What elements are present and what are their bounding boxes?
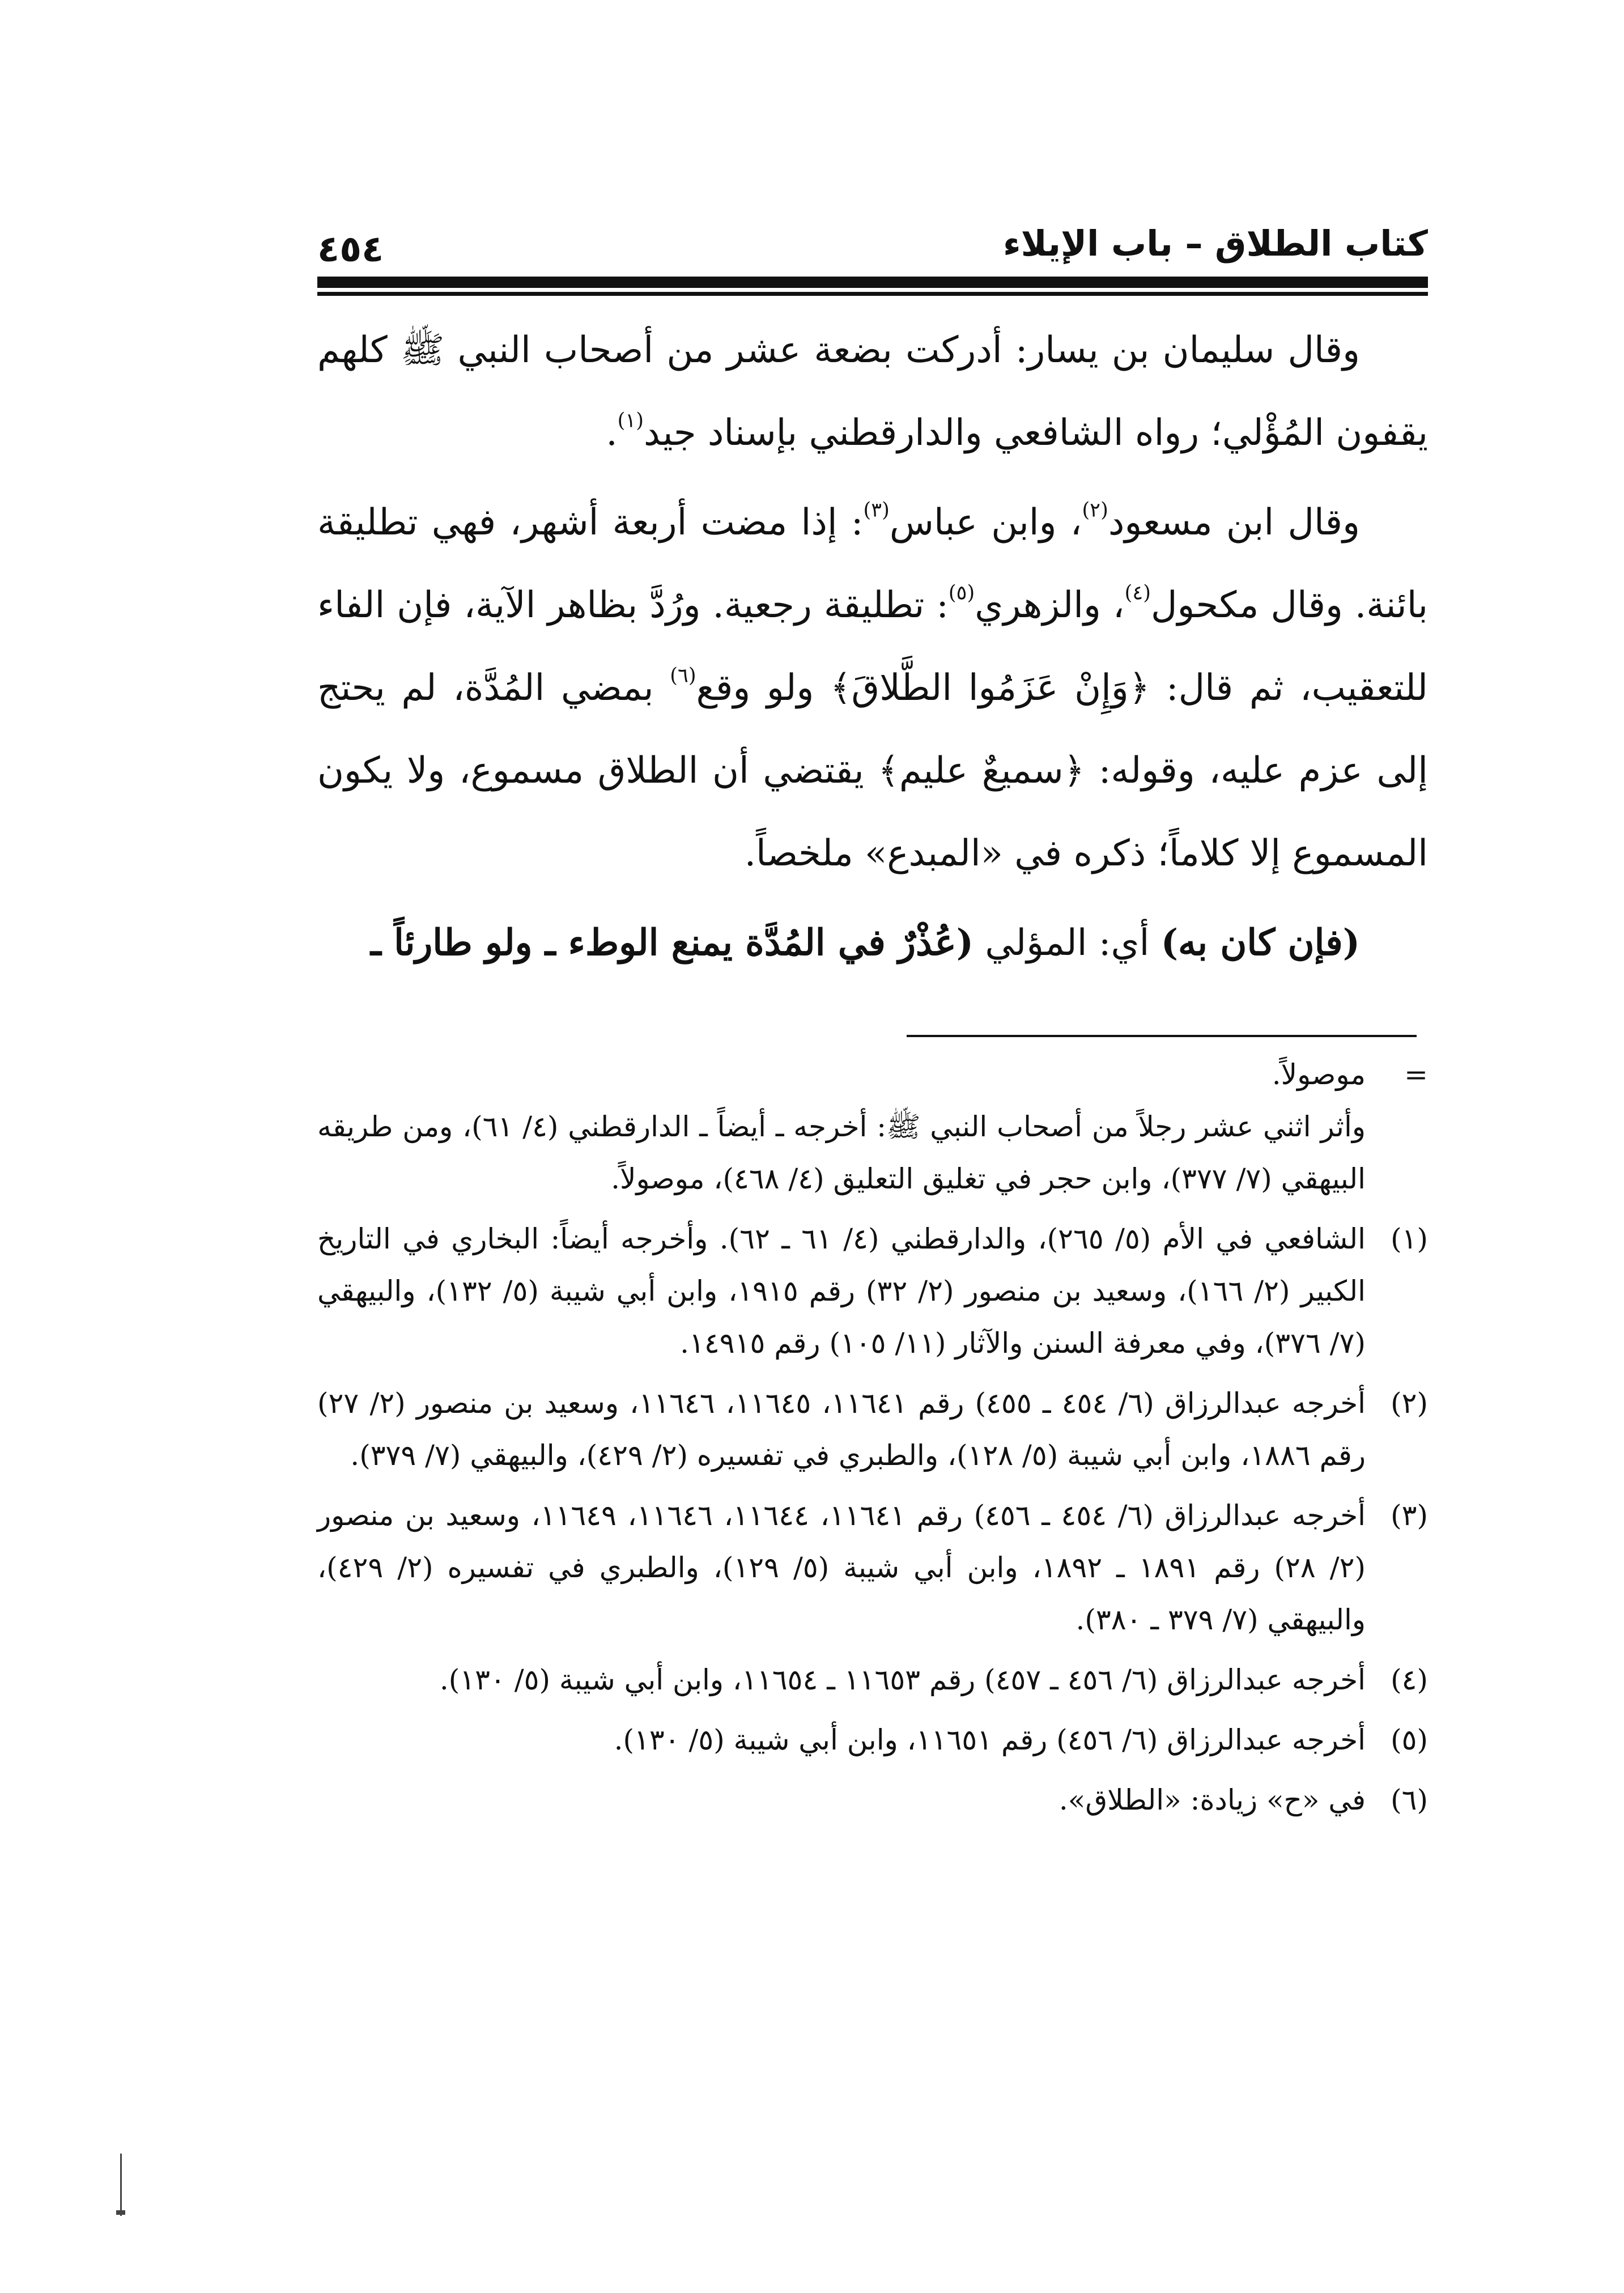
footnote-number: (٢)	[1391, 1387, 1428, 1420]
footnote-separator	[907, 1035, 1417, 1037]
footnote-item	[317, 1213, 1428, 1369]
continuation-text-2: وأثر اثني عشر رجلاً من أصحاب النبي ﷺ: أخرجه ـ أيضاً ـ الدارقطني (٤/ ٦١)، ومن طريقه البيهقي (٧/ ٣٧٧)، وابن حجر في تغليق التعليق (٤/ ٤٦٨)، موصولاً.	[317, 1110, 1366, 1195]
footnote-number: (٤)	[1391, 1663, 1428, 1696]
header-rule-thick	[317, 277, 1428, 288]
footnote-ref-6: (٦)	[670, 664, 696, 687]
scan-margin-mark	[120, 2154, 122, 2216]
paragraph-1-text: وقال سليمان بن يسار: أدركت بضعة عشر من أصحاب النبي ﷺ كلهم يقفون المُؤْلي؛ رواه الشافعي والدارقطني بإسناد جيد	[317, 329, 1428, 454]
paragraph-3-text: أي: المؤلي	[973, 922, 1161, 964]
main-text	[317, 309, 1428, 984]
footnote-text: في «ح» زيادة: «الطلاق».	[1058, 1784, 1366, 1816]
footnote-text: أخرجه عبدالرزاق (٦/ ٤٥٦ ـ ٤٥٧) رقم ١١٦٥٣ ـ ١١٦٥٤، وابن أبي شيبة (٥/ ١٣٠).	[439, 1663, 1366, 1696]
footnote-item	[317, 1377, 1428, 1481]
footnote-ref-4: (٤)	[1124, 581, 1151, 605]
paragraph-3-matn-b: (عُذْرٌ في المُدَّة يمنع الوطء ـ ولو طارئاً ـ	[371, 922, 974, 964]
footnote-number: (٦)	[1391, 1784, 1428, 1816]
page-header	[317, 210, 1428, 272]
paragraph-3	[317, 902, 1428, 984]
footnote-continuation	[317, 1048, 1428, 1101]
paragraph-2-text-b: ، وابن عباس	[889, 502, 1082, 543]
footnote-item	[317, 1654, 1428, 1706]
footnote-item	[317, 1489, 1428, 1646]
footnote-number: (٣)	[1391, 1499, 1428, 1532]
footnote-item	[317, 1714, 1428, 1766]
footnote-ref-3: (٣)	[863, 498, 890, 522]
footnote-text: أخرجه عبدالرزاق (٦/ ٤٥٤ ـ ٤٥٦) رقم ١١٦٤١، ١١٦٤٤، ١١٦٤٦، ١١٦٤٩، وسعيد بن منصور (٢/ ٢٨) رقم ١٨٩١ ـ ١٨٩٢، وابن أبي شيبة (٥/ ١٢٩)، والطبري في تفسيره (٢/ ٤٢٩)، والبيهقي (٧/ ٣٧٩ ـ ٣٨٠).	[317, 1499, 1366, 1636]
paragraph-2-text-d: ، والزهري	[975, 584, 1125, 626]
continuation-mark: =	[1404, 1058, 1428, 1091]
footnote-text: أخرجه عبدالرزاق (٦/ ٤٥٦) رقم ١١٦٥١، وابن أبي شيبة (٥/ ١٣٠).	[614, 1723, 1366, 1756]
footnote-ref-1: (١)	[617, 409, 644, 432]
footnote-number: (٥)	[1391, 1723, 1428, 1756]
paragraph-1-end: .	[606, 412, 618, 454]
paragraph-2-text-a: وقال ابن مسعود	[1108, 502, 1361, 543]
paragraph-3-matn-a: (فإن كان به)	[1160, 922, 1360, 964]
scan-margin-mark-foot	[116, 2210, 125, 2215]
header-rule-thin	[317, 292, 1428, 296]
paragraph-2-text-c: : إذا مضت أربعة أشهر، فهي تطليقة بائنة. وقال مكحول	[317, 502, 1429, 626]
running-title: كتاب الطلاق – باب الإيلاء	[1002, 223, 1428, 264]
page-number: ٤٥٤	[317, 228, 384, 270]
footnote-text: أخرجه عبدالرزاق (٦/ ٤٥٤ ـ ٤٥٥) رقم ١١٦٤١، ١١٦٤٥، ١١٦٤٦، وسعيد بن منصور (٢/ ٢٧) رقم ١٨٨٦، وابن أبي شيبة (٥/ ١٢٨)، والطبري في تفسيره (٢/ ٤٢٩)، والبيهقي (٧/ ٣٧٩).	[317, 1387, 1366, 1472]
footnote-item	[317, 1774, 1428, 1826]
footnote-continuation-2	[317, 1101, 1428, 1205]
footnote-number: (١)	[1391, 1222, 1428, 1255]
footnote-ref-2: (٢)	[1082, 498, 1108, 522]
paragraph-1	[317, 309, 1428, 474]
paragraph-2-text-f: بمضي المُدَّة، لم يحتج إلى عزم عليه، وقوله: ﴿سميعٌ عليم﴾ يقتضي أن الطلاق مسموع، ولا يكون المسموع إلا كلاماً؛ ذكره في «المبدع» ملخصاً.	[317, 667, 1429, 874]
footnotes	[317, 1048, 1428, 1826]
continuation-text-1: موصولاً.	[1272, 1058, 1366, 1091]
paragraph-2-text-e: : تطليقة رجعية. ورُدَّ بظاهر الآية، فإن الفاء للتعقيب، ثم قال: ﴿وَإِنْ عَزَمُوا الطَّلاقَ﴾ ولو وقع	[317, 584, 1429, 709]
paragraph-2	[317, 481, 1428, 895]
footnote-ref-5: (٥)	[948, 581, 975, 605]
footnote-text: الشافعي في الأم (٥/ ٢٦٥)، والدارقطني (٤/ ٦١ ـ ٦٢). وأخرجه أيضاً: البخاري في التاريخ الكبير (٢/ ١٦٦)، وسعيد بن منصور (٢/ ٣٢) رقم ١٩١٥، وابن أبي شيبة (٥/ ١٣٢)، والبيهقي (٧/ ٣٧٦)، وفي معرفة السنن والآثار (١١/ ١٠٥) رقم ١٤٩١٥.	[317, 1222, 1366, 1360]
